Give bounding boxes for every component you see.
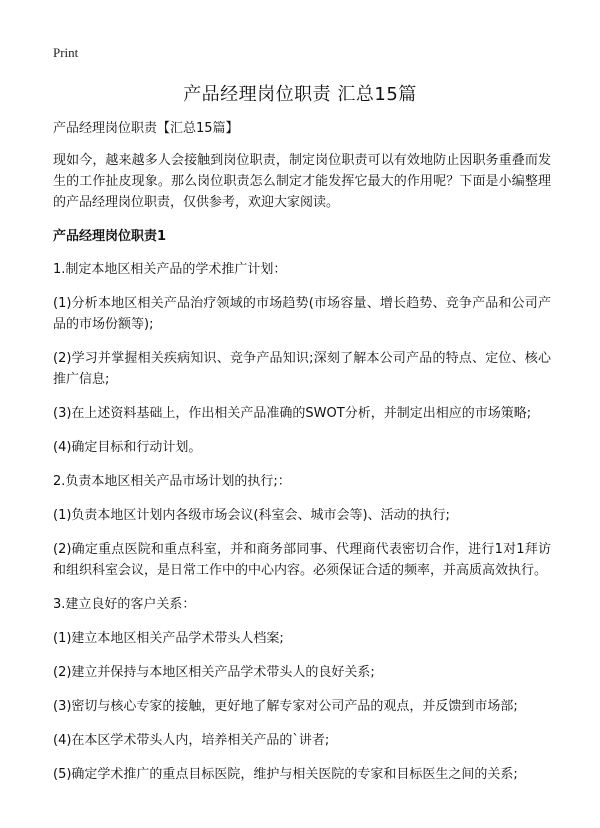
body-paragraph: (1)分析本地区相关产品治疗领域的市场趋势(市场容量、增长趋势、竞争产品和公司产品的市场份额等);	[53, 296, 551, 332]
body-paragraph: (1)负责本地区计划内各级市场会议(科室会、城市会等)、活动的执行;	[53, 508, 450, 523]
body-paragraph: (2)建立并保持与本地区相关产品学术带头人的良好关系;	[53, 665, 375, 680]
body-paragraph: 1.制定本地区相关产品的学术推广计划：	[53, 262, 287, 277]
body-paragraph: 2.负责本地区相关产品市场计划的执行;：	[53, 474, 291, 489]
document-subtitle: 产品经理岗位职责【汇总15篇】	[53, 121, 239, 136]
document-title: 产品经理岗位职责 汇总15篇	[183, 84, 417, 105]
body-paragraph: (5)确定学术推广的重点目标医院，维护与相关医院的专家和目标医生之间的关系;	[53, 767, 518, 782]
intro-paragraph: 现如今，越来越多人会接触到岗位职责，制定岗位职责可以有效地防止因职务重叠而发生的工作扯皮现象。那么岗位职责怎么制定才能发挥它最大的作用呢？下面是小编整理的产品经理岗位职责，仅供参考，欢迎大家阅读。	[53, 153, 551, 210]
body-paragraph: (2)学习并掌握相关疾病知识、竞争产品知识;深刻了解本公司产品的特点、定位、核心推广信息;	[53, 351, 551, 387]
document-body	[53, 118, 551, 798]
section-heading: 产品经理岗位职责1	[53, 229, 167, 244]
body-paragraph: (4)确定目标和行动计划。	[53, 440, 202, 455]
body-paragraph: (1)建立本地区相关产品学术带头人档案;	[53, 631, 284, 646]
body-paragraph: (2)确定重点医院和重点科室，并和商务部同事、代理商代表密切合作，进行1对1拜访和组织科室会议，是日常工作中的中心内容。必须保证合适的频率，并高质高效执行。	[53, 542, 551, 578]
body-paragraph: (4)在本区学术带头人内，培养相关产品的`讲者;	[53, 733, 330, 748]
body-paragraph: (3)在上述资料基础上，作出相关产品准确的SWOT分析，并制定出相应的市场策略;	[53, 406, 532, 421]
body-paragraph: (3)密切与核心专家的接触，更好地了解专家对公司产品的观点，并反馈到市场部;	[53, 699, 518, 714]
print-label: Print	[53, 45, 79, 60]
body-paragraph: 3.建立良好的客户关系：	[53, 597, 196, 612]
